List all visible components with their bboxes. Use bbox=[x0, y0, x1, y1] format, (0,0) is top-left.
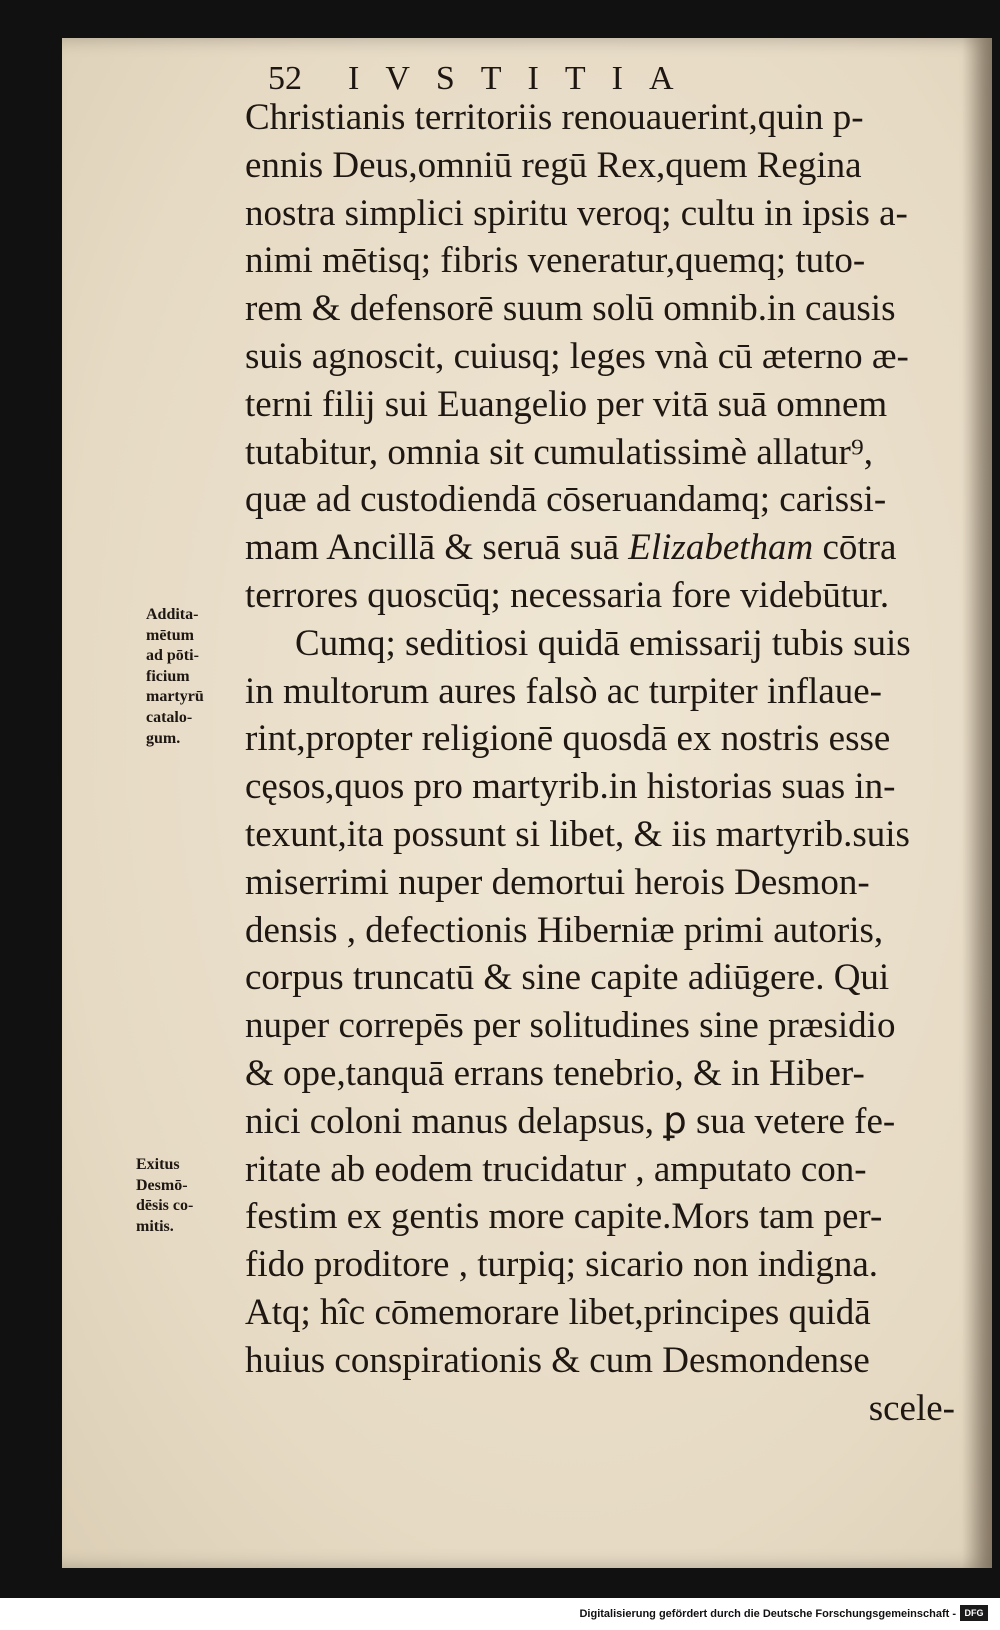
dfg-logo: DFG bbox=[960, 1605, 988, 1621]
text-line: nimi mētisq; fibris veneratur,quemq; tuto- bbox=[245, 240, 866, 282]
text-line: Atq; hîc cōmemorare libet,principes quidā bbox=[245, 1291, 871, 1333]
funding-credit: Digitalisierung gefördert durch die Deutsche Forschungsgemeinschaft - bbox=[579, 1608, 956, 1620]
text-line: miserrimi nuper demortui herois Desmon- bbox=[245, 861, 870, 903]
text-line: Cumq; seditiosi quidā emissarij tubis suis bbox=[295, 622, 911, 664]
text-line: rem & defensorē suum solū omnib.in causis bbox=[245, 288, 896, 330]
text-line: festim ex gentis more capite.Mors tam per- bbox=[245, 1196, 883, 1238]
text-line: suis agnoscit, cuiusq; leges vnà cū æterno æ- bbox=[245, 335, 909, 377]
text-line: texunt,ita possunt si libet, & iis martyrib.suis bbox=[245, 813, 910, 855]
footer-bar bbox=[0, 1598, 1000, 1630]
text-line: in multorum aures falsò ac turpiter inflaue- bbox=[245, 670, 883, 712]
text-line: nici coloni manus delapsus, ꝑ sua vetere fe- bbox=[245, 1100, 896, 1142]
running-header bbox=[268, 60, 700, 98]
marginal-line: Addita- bbox=[146, 606, 199, 623]
text-line: cęsos,quos pro martyrib.in historias suas in- bbox=[245, 766, 896, 808]
italic-name: Elizabetham bbox=[628, 527, 814, 569]
text-line: quæ ad custodiendā cōseruandamq; carissi- bbox=[245, 479, 887, 521]
text-line: tutabitur, omnia sit cumulatissimè allatur⁹, bbox=[245, 431, 873, 473]
text-line: scele- bbox=[868, 1387, 955, 1429]
text-line: terni filij sui Euangelio per vitā suā omnem bbox=[245, 383, 888, 425]
running-title: IVSTITIA bbox=[348, 60, 700, 97]
text-line: corpus truncatū & sine capite adiūgere. Qui bbox=[245, 957, 890, 999]
text-line: rint,propter religionē quosdā ex nostris esse bbox=[245, 718, 891, 760]
marginal-line: martyrū bbox=[146, 688, 204, 706]
text-line: mam Ancillā & seruā suā Elizabetham cōtra bbox=[245, 527, 897, 569]
text-line: huius conspirationis & cum Desmondense bbox=[245, 1339, 870, 1381]
marginal-line: mētum bbox=[146, 626, 194, 644]
text-line: nostra simplici spiritu veroq; cultu in ipsis a- bbox=[245, 192, 908, 234]
gutter-shadow bbox=[962, 38, 992, 1568]
page-number: 52 bbox=[268, 60, 302, 97]
text-line: ennis Deus,omniū regū Rex,quem Regina bbox=[245, 144, 862, 186]
text-line: ritate ab eodem trucidatur , amputato con- bbox=[245, 1148, 867, 1190]
marginal-line: mitis. bbox=[136, 1217, 174, 1235]
marginal-note-addition bbox=[146, 605, 204, 749]
text-line: & ope,tanquā errans tenebrio, & in Hiber- bbox=[245, 1052, 865, 1094]
marginal-line: Exitus bbox=[136, 1156, 180, 1173]
marginal-line: dēsis co- bbox=[136, 1197, 194, 1215]
marginal-line: gum. bbox=[146, 729, 181, 747]
text-line: fido proditore , turpiq; sicario non indigna. bbox=[245, 1244, 878, 1286]
text-line: terrores quoscūq; necessaria fore videbūtur. bbox=[245, 574, 890, 616]
marginal-note-desmond bbox=[136, 1155, 193, 1237]
marginal-line: Desmō- bbox=[136, 1176, 188, 1194]
main-text-block bbox=[245, 94, 965, 1432]
text-line: nuper correpēs per solitudines sine præsidio bbox=[245, 1005, 896, 1047]
text-line: densis , defectionis Hiberniæ primi autoris, bbox=[245, 909, 884, 951]
marginal-line: ficium bbox=[146, 667, 190, 685]
marginal-line: ad pōti- bbox=[146, 647, 199, 665]
text-line: Christianis territoriis renouauerint,quin p- bbox=[245, 97, 864, 138]
marginal-line: catalo- bbox=[146, 708, 193, 726]
